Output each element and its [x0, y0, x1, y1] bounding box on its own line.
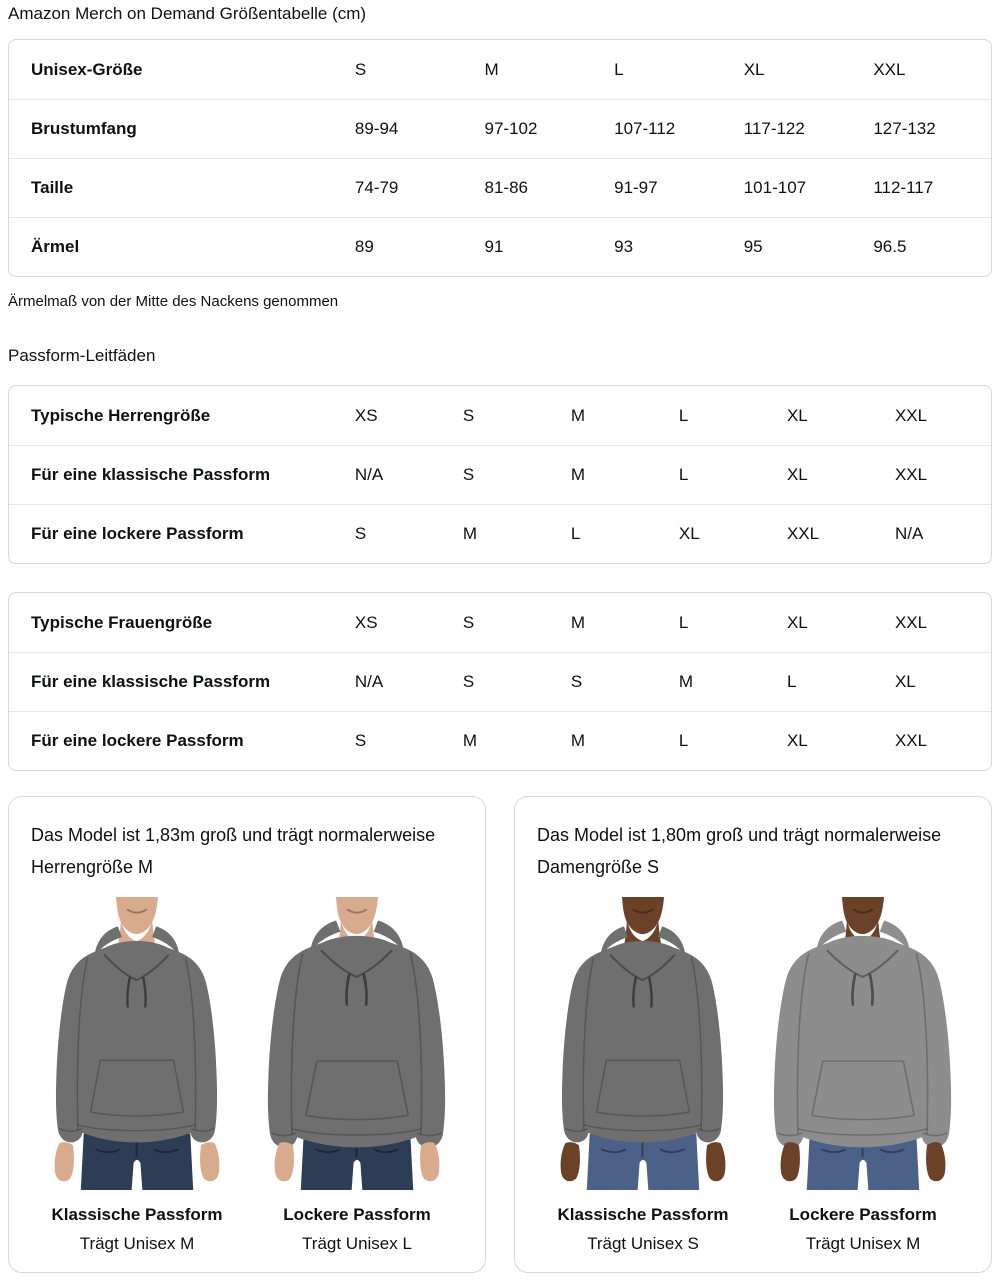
size-header-cell: XL	[743, 59, 765, 79]
size-cell: L	[667, 711, 775, 770]
hand-left	[55, 1142, 74, 1181]
size-cell: L	[678, 405, 689, 425]
size-cell: M	[570, 612, 586, 632]
size-cell: S	[559, 652, 667, 711]
size-cell: S	[343, 504, 451, 563]
measure-cell: 74-79	[343, 158, 473, 217]
hand-right	[926, 1142, 945, 1181]
table-row	[9, 386, 991, 445]
hand-left	[561, 1142, 580, 1181]
size-cell: XS	[354, 612, 378, 632]
measure-cell: 101-107	[732, 158, 862, 217]
table-row	[9, 711, 991, 770]
size-cell: XL	[786, 405, 808, 425]
table-row	[9, 217, 991, 276]
table-row	[9, 99, 991, 158]
model-figure-classic	[533, 897, 753, 1254]
size-header-cell: XXL	[873, 59, 906, 79]
womens-classic-fit-photo	[533, 897, 753, 1190]
fit-label: Klassische Passform	[557, 1205, 729, 1225]
measure-cell: 81-86	[473, 158, 603, 217]
model-figure-loose	[247, 897, 467, 1254]
size-cell: XXL	[775, 504, 883, 563]
row-label: Für eine klassische Passform	[9, 445, 343, 504]
womens-fit-table	[8, 592, 992, 771]
row-label: Brustumfang	[9, 99, 343, 158]
size-cell: M	[667, 652, 775, 711]
row-label: Typische Herrengröße	[31, 405, 211, 425]
row-label: Taille	[9, 158, 343, 217]
size-cell: XL	[667, 504, 775, 563]
hoodie-garment	[774, 920, 951, 1147]
table-row	[9, 504, 991, 563]
size-cell: M	[451, 711, 559, 770]
table-row	[9, 593, 991, 652]
row-label: Für eine klassische Passform	[9, 652, 343, 711]
size-cell: M	[451, 504, 559, 563]
size-cell: XL	[883, 652, 991, 711]
measure-cell: 91-97	[602, 158, 732, 217]
size-label: Trägt Unisex M	[805, 1234, 921, 1254]
size-cell: M	[559, 445, 667, 504]
measure-cell: 93	[602, 217, 732, 276]
size-cell: S	[462, 612, 475, 632]
size-cell: XL	[775, 711, 883, 770]
size-cell: L	[678, 612, 689, 632]
womens-loose-fit-photo	[753, 897, 973, 1190]
size-cell: N/A	[343, 445, 451, 504]
table-row	[9, 652, 991, 711]
size-label: Trägt Unisex M	[79, 1234, 195, 1254]
hand-right	[706, 1142, 725, 1181]
measure-cell: 97-102	[473, 99, 603, 158]
size-cell: XXL	[883, 711, 991, 770]
size-cell: N/A	[883, 504, 991, 563]
mens-fit-table	[8, 385, 992, 564]
row-label: Ärmel	[9, 217, 343, 276]
table-row	[9, 158, 991, 217]
size-cell: M	[570, 405, 586, 425]
measure-cell: 127-132	[861, 99, 991, 158]
fit-label: Lockere Passform	[283, 1205, 431, 1225]
table-row	[9, 40, 991, 99]
measure-cell: 112-117	[861, 158, 991, 217]
size-label: Trägt Unisex S	[587, 1234, 699, 1254]
hoodie-garment	[562, 926, 723, 1142]
row-label: Unisex-Größe	[31, 59, 143, 79]
size-label: Trägt Unisex L	[302, 1234, 412, 1254]
size-cell: S	[343, 711, 451, 770]
model-figure-loose	[753, 897, 973, 1254]
unisex-size-table	[8, 39, 992, 277]
row-label: Für eine lockere Passform	[9, 711, 343, 770]
model-description: Das Model ist 1,80m groß und trägt normalerweise Damengröße S	[537, 825, 942, 877]
size-cell: XXL	[894, 612, 928, 632]
size-cell: XL	[786, 612, 808, 632]
mens-model-card	[8, 796, 486, 1273]
size-cell: XXL	[894, 405, 928, 425]
size-cell: S	[462, 405, 475, 425]
size-cell: L	[775, 652, 883, 711]
hoodie-garment	[56, 926, 217, 1142]
mens-loose-fit-photo	[247, 897, 467, 1190]
model-description: Das Model ist 1,83m groß und trägt normalerweise Herrengröße M	[31, 825, 436, 877]
measure-cell: 91	[473, 217, 603, 276]
hoodie-garment	[268, 920, 445, 1147]
measure-cell: 95	[732, 217, 862, 276]
size-cell: N/A	[343, 652, 451, 711]
measure-cell: 96.5	[861, 217, 991, 276]
measure-cell: 89-94	[343, 99, 473, 158]
size-cell: M	[559, 711, 667, 770]
size-cell: L	[559, 504, 667, 563]
fit-label: Klassische Passform	[51, 1205, 223, 1225]
model-cards	[8, 796, 992, 1273]
fit-label: Lockere Passform	[789, 1205, 937, 1225]
size-cell: XXL	[883, 445, 991, 504]
fit-guides-heading: Passform-Leitfäden	[8, 346, 156, 365]
size-cell: XL	[775, 445, 883, 504]
size-header-cell: S	[354, 59, 367, 79]
hand-left	[275, 1142, 294, 1181]
size-cell: S	[451, 445, 559, 504]
measure-cell: 117-122	[732, 99, 862, 158]
row-label: Für eine lockere Passform	[9, 504, 343, 563]
hand-left	[781, 1142, 800, 1181]
model-figure-classic	[27, 897, 247, 1254]
row-label: Typische Frauengröße	[31, 612, 213, 632]
size-cell: L	[667, 445, 775, 504]
size-cell: XS	[354, 405, 378, 425]
size-cell: S	[451, 652, 559, 711]
size-header-cell: L	[614, 59, 624, 79]
size-header-cell: M	[484, 59, 499, 79]
mens-classic-fit-photo	[27, 897, 247, 1190]
sleeve-measure-note: Ärmelmaß von der Mitte des Nackens genommen	[8, 293, 339, 310]
page-title: Amazon Merch on Demand Größentabelle (cm)	[8, 4, 367, 23]
hand-right	[420, 1142, 439, 1181]
womens-model-card	[514, 796, 992, 1273]
measure-cell: 89	[343, 217, 473, 276]
hand-right	[200, 1142, 219, 1181]
table-row	[9, 445, 991, 504]
measure-cell: 107-112	[602, 99, 732, 158]
